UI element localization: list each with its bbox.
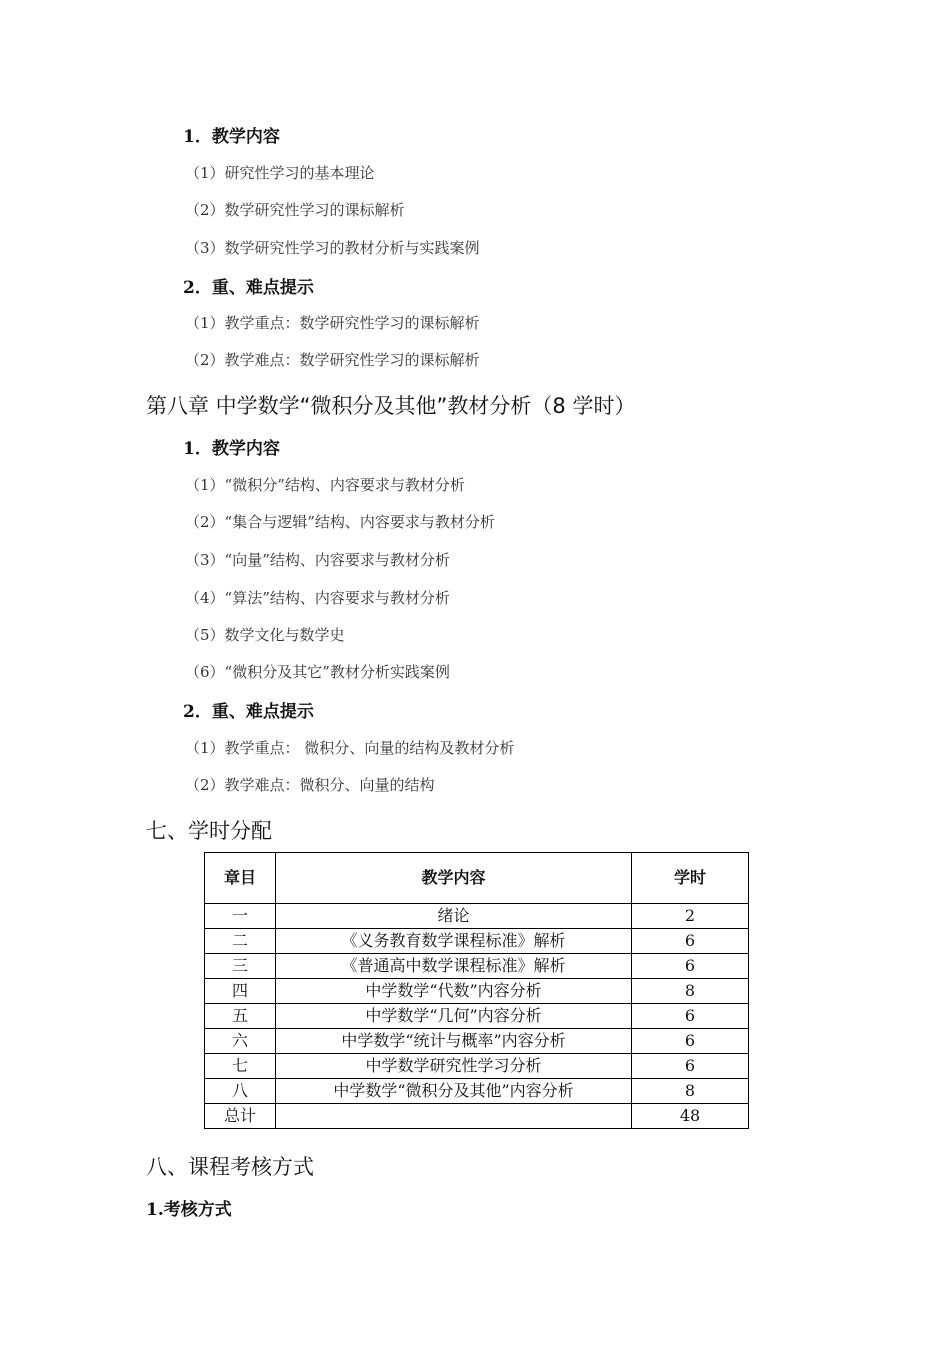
table-cell: 二 <box>205 929 276 954</box>
table-header-row <box>205 853 749 904</box>
table-cell: 中学数学“统计与概率”内容分析 <box>276 1029 632 1054</box>
table-cell: 八 <box>205 1079 276 1104</box>
table-cell: 6 <box>632 929 749 954</box>
table-cell: 6 <box>632 1004 749 1029</box>
table-cell: 中学数学研究性学习分析 <box>276 1054 632 1079</box>
table-cell: 总计 <box>205 1104 276 1129</box>
list-item: （4）“算法”结构、内容要求与教材分析 <box>185 589 450 607</box>
list-item: （1）“微积分”结构、内容要求与教材分析 <box>185 476 465 494</box>
table-row <box>205 979 749 1004</box>
table-cell: 6 <box>632 1029 749 1054</box>
table-row <box>205 1079 749 1104</box>
table-cell: 六 <box>205 1029 276 1054</box>
column-header: 教学内容 <box>276 853 632 904</box>
table-row <box>205 1054 749 1079</box>
table-cell: 三 <box>205 954 276 979</box>
list-item: （2）数学研究性学习的课标解析 <box>185 201 405 219</box>
list-item: （1）教学重点：数学研究性学习的课标解析 <box>185 314 480 332</box>
list-item: （1）教学重点： 微积分、向量的结构及教材分析 <box>185 739 515 757</box>
list-item: （3）“向量”结构、内容要求与教材分析 <box>185 551 450 569</box>
table-cell: 中学数学“微积分及其他”内容分析 <box>276 1079 632 1104</box>
list-item: （6）“微积分及其它”教材分析实践案例 <box>185 663 450 681</box>
table-cell: 中学数学“几何”内容分析 <box>276 1004 632 1029</box>
list-item: （5）数学文化与数学史 <box>185 626 345 644</box>
list-item: （1）研究性学习的基本理论 <box>185 164 375 182</box>
table-row <box>205 1004 749 1029</box>
table-cell: 《普通高中数学课程标准》解析 <box>276 954 632 979</box>
table-row <box>205 929 749 954</box>
hours-table <box>204 852 749 1129</box>
table-cell: 一 <box>205 904 276 929</box>
content-heading: 1．教学内容 <box>183 127 280 147</box>
column-header: 学时 <box>632 853 749 904</box>
table-cell: 中学数学“代数”内容分析 <box>276 979 632 1004</box>
table-cell: 2 <box>632 904 749 929</box>
table-cell: 8 <box>632 1079 749 1104</box>
list-item: （2）教学难点：数学研究性学习的课标解析 <box>185 351 480 369</box>
column-header: 章目 <box>205 853 276 904</box>
table-cell: 五 <box>205 1004 276 1029</box>
table-cell: 6 <box>632 954 749 979</box>
table-cell <box>276 1104 632 1129</box>
list-item: （2）“集合与逻辑”结构、内容要求与教材分析 <box>185 513 495 531</box>
table-row <box>205 1029 749 1054</box>
table-cell: 七 <box>205 1054 276 1079</box>
table-row <box>205 904 749 929</box>
table-total-row <box>205 1104 749 1129</box>
key-points-heading: 2．重、难点提示 <box>183 278 314 298</box>
table-cell: 48 <box>632 1104 749 1129</box>
table-cell: 《义务教育数学课程标准》解析 <box>276 929 632 954</box>
content-heading: 1．教学内容 <box>183 439 280 459</box>
table-cell: 绪论 <box>276 904 632 929</box>
section-title: 七、学时分配 <box>146 819 272 843</box>
key-points-heading: 2．重、难点提示 <box>183 702 314 722</box>
table-row <box>205 954 749 979</box>
sub-heading: 1.考核方式 <box>146 1200 232 1220</box>
list-item: （3）数学研究性学习的教材分析与实践案例 <box>185 239 480 257</box>
chapter-title: 第八章 中学数学“微积分及其他”教材分析（8 学时） <box>146 394 636 418</box>
list-item: （2）教学难点：微积分、向量的结构 <box>185 776 435 794</box>
table-cell: 8 <box>632 979 749 1004</box>
table-cell: 6 <box>632 1054 749 1079</box>
section-title: 八、课程考核方式 <box>146 1155 314 1179</box>
table-cell: 四 <box>205 979 276 1004</box>
